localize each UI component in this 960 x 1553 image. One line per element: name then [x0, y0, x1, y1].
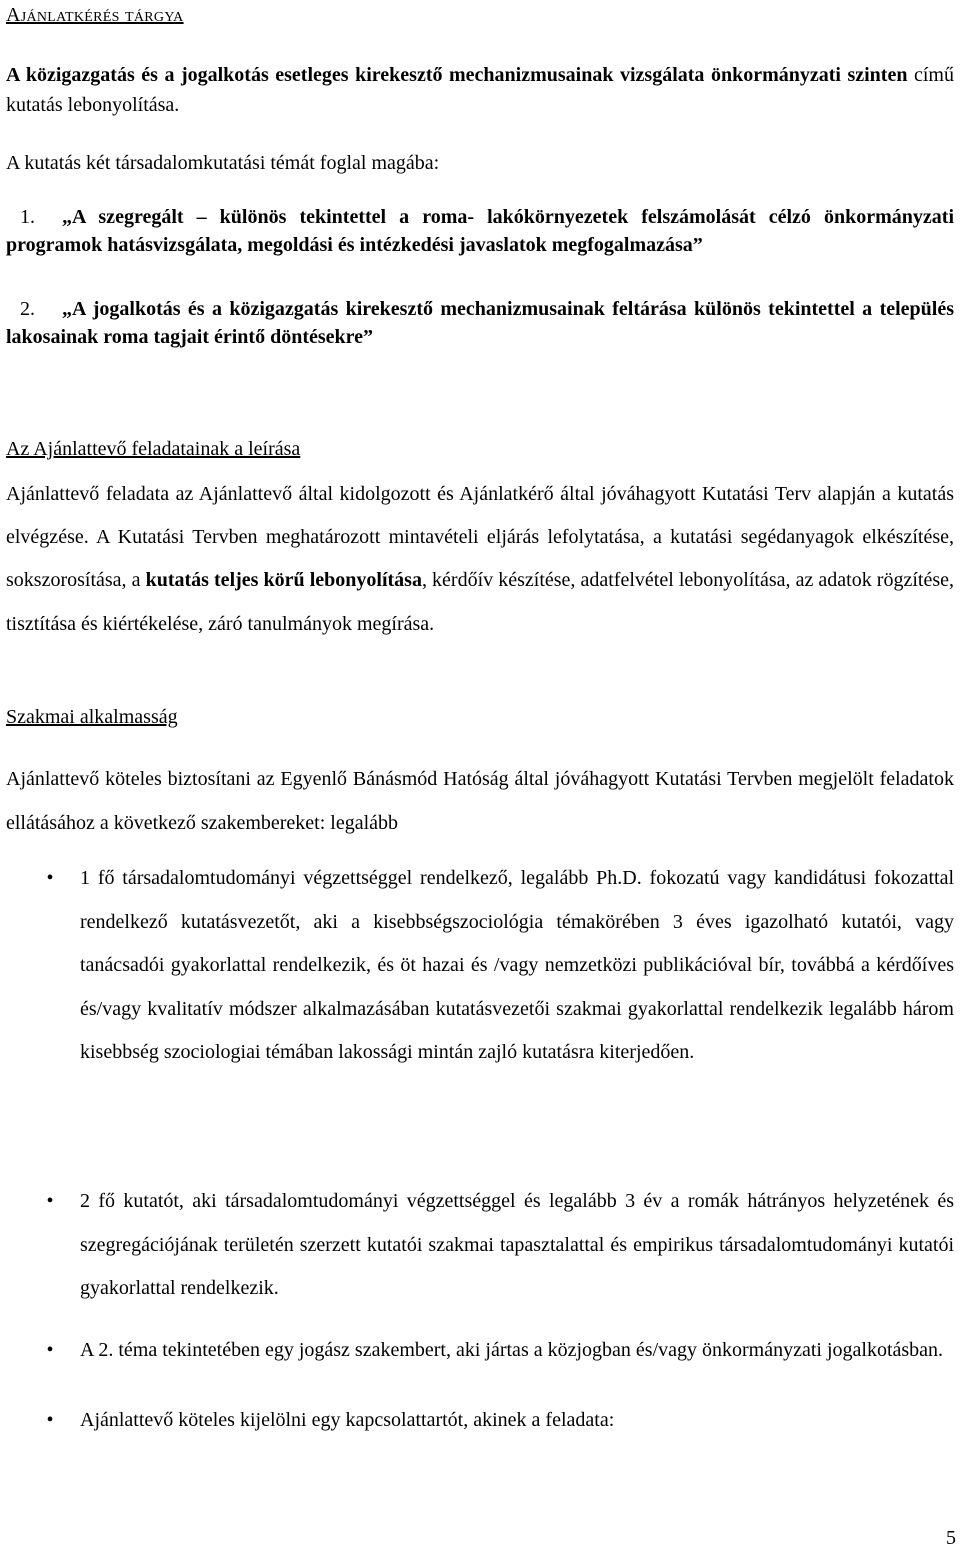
- list-item-text: A 2. téma tekintetében egy jogász szakembert, aki jártas a közjogban és/vagy önkormányzati jogalkotásban.: [80, 1339, 944, 1361]
- heading-feladatok-leirasa: Az Ajánlattevő feladatainak a leírása: [6, 438, 301, 460]
- list-item: [46, 1180, 954, 1311]
- list-item: [46, 1335, 954, 1365]
- bullet-icon: •: [46, 1409, 54, 1431]
- list-item-text: Ajánlattevő köteles kijelölni egy kapcsolattartót, akinek a feladata:: [80, 1409, 615, 1431]
- list-item: [46, 857, 954, 1075]
- feladat-text-part2: , kérdőív készítése, adatfelvétel lebonyolítása, az adatok rögzítése, tisztítása és kiértékelése, záró tanulmányok megírása.: [6, 569, 954, 635]
- title-paragraph: [6, 60, 954, 120]
- feladat-paragraph: [6, 473, 954, 646]
- list-item: [46, 1405, 954, 1435]
- list-item-text: 1 fő társadalomtudományi végzettséggel rendelkező, legalább Ph.D. fokozatú vagy kandidátusi fokozattal rendelkező kutatásvezetőt, aki a kisebbségszociológia témakörében 3 éves igazolható kutatói, vagy tanácsadói gyakorlattal rendelkezik, és öt hazai és /vagy nemzetközi publikációval bír, továbbá a kérdőíves és/vagy kvalitatív módszer alkalmazásában kutatásvezetői szakmai gyakorlattal rendelkezik legalább három kisebbség szociologiai témában lakossági mintán zajló kutatásra kiterjedően.: [80, 867, 954, 1063]
- bullet-icon: •: [46, 1190, 54, 1212]
- intro-text: A kutatás két társadalomkutatási témát foglal magába:: [6, 152, 440, 174]
- page-number: 5: [946, 1527, 956, 1549]
- title-suffix-text: című kutatás lebonyolítása.: [6, 64, 954, 116]
- feladat-text-part1: Ajánlattevő feladata az Ajánlattevő által kidolgozott és Ajánlatkérő által jóváhagyott Kutatási Terv alapján a kutatás elvégzése. A Kutatási Tervben meghatározott mintavételi eljárás lefolytatása, a kutatási segédanyagok elkészítése, sokszorosítása, a: [6, 483, 954, 592]
- numbered-topic-1: [6, 203, 954, 259]
- feladat-bold-text: kutatás teljes körű lebonyolítása: [145, 569, 422, 592]
- title-bold-text: A közigazgatás és a jogalkotás esetleges kirekesztő mechanizmusainak vizsgálata önkormányzati szinten: [6, 64, 908, 86]
- bullet-icon: •: [46, 867, 54, 889]
- szakmai-intro-paragraph: Ajánlattevő köteles biztosítani az Egyenlő Bánásmód Hatóság által jóváhagyott Kutatási Tervben megjelölt feladatok ellátásához a következő szakembereket: legalább: [6, 768, 954, 834]
- topic-text: „A szegregált – különös tekintettel a roma- lakókörnyezetek felszámolását célzó önkormányzati programok hatásvizsgálata, megoldási és intézkedési javaslatok megfogalmazása”: [6, 206, 954, 256]
- list-item-text: 2 fő kutatót, aki társadalomtudományi végzettséggel és legalább 3 év a romák hátrányos helyzetének és szegregációjának területén szerzett kutatói szakmai tapasztalattal és empirikus társadalomtudományi kutatói gyakorlattal rendelkezik.: [80, 1190, 954, 1299]
- heading-szakmai-alkalmassag: Szakmai alkalmasság: [6, 706, 178, 728]
- heading-ajanlatkeres-targya: Ajánlatkérés tárgya: [6, 4, 184, 26]
- topic-number: 1.: [20, 206, 35, 228]
- bullet-icon: •: [46, 1339, 54, 1361]
- numbered-topic-2: [6, 295, 954, 351]
- topic-number: 2.: [20, 298, 35, 320]
- topic-text: „A jogalkotás és a közigazgatás kirekesztő mechanizmusainak feltárása különös tekintettel a település lakosainak roma tagjait érintő döntésekre”: [6, 298, 954, 348]
